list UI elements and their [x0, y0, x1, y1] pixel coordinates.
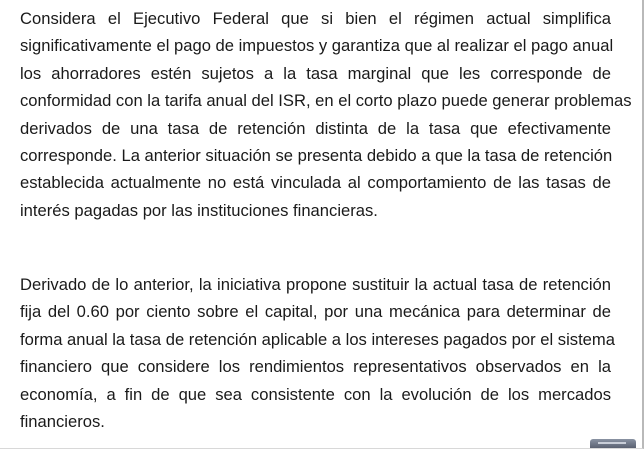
paragraph-1-line-3: los ahorradores estén sujetos a la tasa marginal que les corresponde de: [20, 63, 611, 83]
paragraph-2-line-6: financieros.: [20, 412, 105, 432]
paragraph-2-line-2: fija del 0.60 por ciento sobre el capital, por una mecánica para determinar de: [20, 302, 611, 322]
paragraph-1-line-2: significativamente el pago de impuestos y garantiza que al realizar el pago anual: [20, 36, 614, 56]
paragraph-1-line-8: interés pagadas por las instituciones financieras.: [20, 200, 378, 220]
paragraph-1-line-4: conformidad con la tarifa anual del ISR, en el corto plazo puede generar problemas: [20, 91, 632, 111]
paragraph-1-line-5: derivados de una tasa de retención distinta de la tasa que efectivamente: [20, 118, 611, 138]
paragraph-1-line-1: Considera el Ejecutivo Federal que si bien el régimen actual simplifica: [20, 9, 611, 28]
paragraph-1: [20, 5, 632, 224]
scan-corner-tab: [590, 439, 636, 448]
paragraph-2-line-4: financiero que considere los rendimientos representativos observados en la: [20, 357, 611, 377]
paragraph-2-line-3: forma anual la tasa de retención aplicable a los intereses pagados por el sistema: [20, 329, 615, 349]
paragraph-2-line-5: economía, a fin de que sea consistente con la evolución de los mercados: [20, 384, 611, 404]
paragraph-2: [20, 271, 615, 435]
paragraph-2-line-1: Derivado de lo anterior, la iniciativa propone sustituir la actual tasa de retención: [20, 275, 611, 294]
paragraph-1-line-6: corresponde. La anterior situación se presenta debido a que la tasa de retención: [20, 146, 613, 166]
paragraph-1-line-7: establecida actualmente no está vinculada al comportamiento de las tasas de: [20, 173, 611, 193]
